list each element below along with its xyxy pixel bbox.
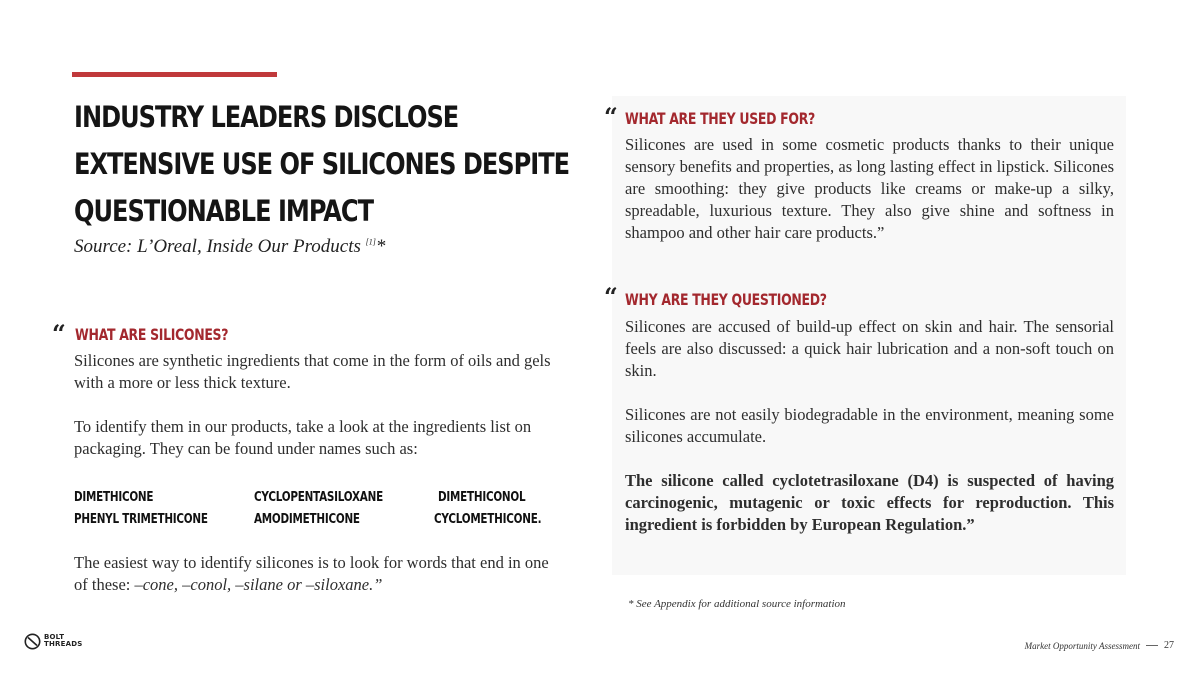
used-for-text: Silicones are used in some cosmetic products thanks to their unique sensory benefits and properties, as long lasting effect in lipstick. Silicones are smoothing: they give products like creams or make-up a silky, spreadable, luxurious texture. They also give shine and softness in shampoo and other hair care products.”: [625, 135, 1114, 242]
silicone-name: AMODIMETHICONE: [254, 512, 360, 527]
questioned-text-1: Silicones are accused of build-up effect on skin and hair. The sensorial feels are also discussed: a quick hair lubrication and a non-soft touch on skin.: [625, 317, 1114, 380]
source-ref: [1]: [365, 237, 376, 247]
heading-what-are-they-used-for: WHAT ARE THEY USED FOR?: [625, 109, 815, 128]
silicone-name: DIMETHICONE: [74, 490, 154, 505]
silicone-name: PHENYL TRIMETHICONE: [74, 512, 208, 527]
questioned-text-2: Silicones are not easily biodegradable in the environment, meaning some silicones accumulate.: [625, 405, 1114, 446]
title-accent-bar: [72, 72, 277, 77]
suffix-tip-italic: –cone, –conol, –silane or –siloxane.”: [134, 575, 383, 594]
silicone-names-list: [74, 487, 574, 531]
silicones-definition: Silicones are synthetic ingredients that come in the form of oils and gels with a more or less thick texture.: [74, 351, 551, 392]
silicone-name: CYCLOMETHICONE.: [434, 512, 542, 527]
quote-mark-icon: “: [604, 282, 618, 311]
suffix-tip-text: The easiest way to identify silicones is to look for words that end in one of these:: [74, 553, 549, 594]
bolt-threads-logo: [24, 631, 82, 651]
questioned-text-3: The silicone called cyclotetrasiloxane (D4) is suspected of having carcinogenic, mutagenic or toxic effects for reproduction. This ingredient is forbidden by European Regulation.”: [625, 471, 1114, 534]
page-title: [74, 94, 570, 235]
source-citation: [74, 236, 385, 258]
logo-wordmark: [44, 634, 82, 648]
what-are-silicones-body: [74, 350, 566, 482]
silicone-names-row: [74, 487, 574, 509]
source-text: Source: L’Oreal, Inside Our Products: [74, 236, 361, 257]
title-line-2: EXTENSIVE USE OF SILICONES DESPITE: [74, 147, 570, 181]
heading-what-are-silicones: WHAT ARE SILICONES?: [75, 325, 229, 344]
title-line-1: INDUSTRY LEADERS DISCLOSE: [74, 100, 459, 134]
heading-why-are-they-questioned: WHY ARE THEY QUESTIONED?: [625, 290, 827, 309]
silicones-identify: To identify them in our products, take a look at the ingredients list on packaging. They can be found under names such as:: [74, 417, 532, 458]
silicone-name: CYCLOPENTASILOXANE: [254, 490, 383, 505]
title-line-3: QUESTIONABLE IMPACT: [74, 194, 374, 228]
quote-mark-icon: “: [52, 319, 66, 348]
quote-mark-icon: “: [604, 102, 618, 131]
appendix-footnote: * See Appendix for additional source information: [628, 598, 846, 610]
footer-label: Market Opportunity Assessment: [1024, 640, 1140, 651]
page-footer: [1025, 640, 1174, 651]
logo-line-1: BOLT: [44, 633, 65, 641]
page-number: 27: [1164, 640, 1174, 651]
footer-divider: [1146, 645, 1158, 646]
logo-line-2: THREADS: [44, 640, 83, 648]
silicone-names-row: [74, 509, 574, 531]
questioned-body: [625, 316, 1114, 558]
source-star: *: [375, 236, 386, 257]
silicone-suffix-tip: [74, 552, 566, 596]
bolt-threads-logo-icon: [24, 633, 41, 650]
used-for-body: [625, 134, 1114, 266]
silicone-name: DIMETHICONOL: [438, 490, 526, 505]
